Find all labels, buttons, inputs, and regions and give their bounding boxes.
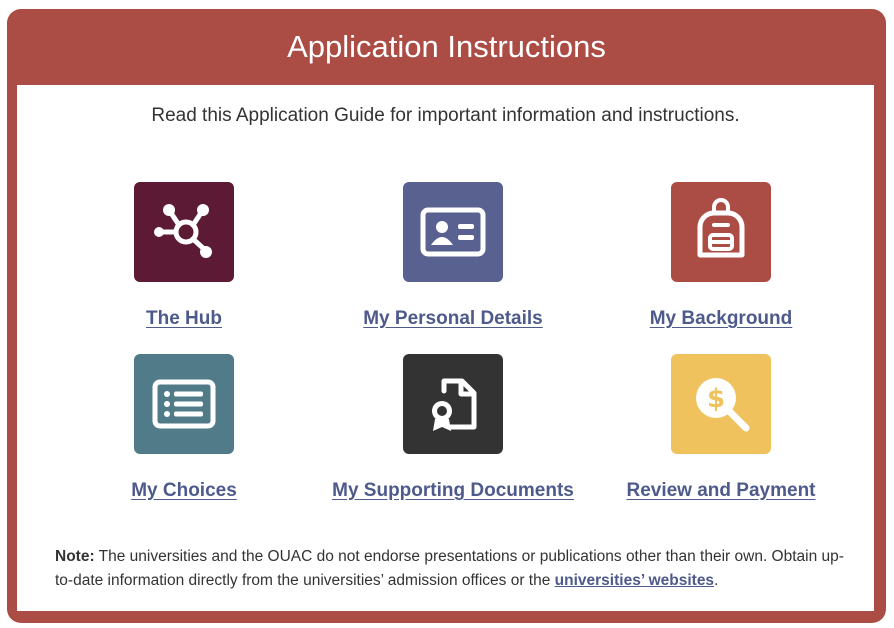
instructions-content bbox=[17, 85, 874, 611]
tile-the-hub bbox=[34, 182, 334, 330]
personal-details-link[interactable]: My Personal Details bbox=[363, 308, 543, 329]
note-text: The universities and the OUAC do not endorse presentations or publications other than their own. Obtain up-to-date information directly from the universities’ admission offices or the bbox=[55, 548, 844, 589]
background-link[interactable]: My Background bbox=[649, 308, 793, 329]
page-title: Application Instructions bbox=[287, 29, 606, 64]
svg-text:$: $ bbox=[706, 384, 726, 414]
tile-personal-details bbox=[303, 182, 603, 330]
hub-icon[interactable] bbox=[134, 182, 234, 282]
tile-supporting-documents bbox=[303, 354, 603, 502]
tile-review-payment bbox=[571, 354, 871, 502]
application-instructions-panel bbox=[7, 9, 886, 623]
tile-background bbox=[571, 182, 871, 330]
certified-document-icon[interactable] bbox=[403, 354, 503, 454]
list-icon[interactable] bbox=[134, 354, 234, 454]
the-hub-link[interactable]: The Hub bbox=[146, 308, 222, 329]
dollar-search-icon[interactable] bbox=[671, 354, 771, 454]
supporting-documents-link[interactable]: My Supporting Documents bbox=[332, 480, 574, 501]
note-end: . bbox=[714, 572, 719, 589]
id-card-icon[interactable] bbox=[403, 182, 503, 282]
choices-link[interactable]: My Choices bbox=[131, 480, 237, 501]
backpack-icon[interactable] bbox=[671, 182, 771, 282]
universities-websites-link[interactable]: universities’ websites bbox=[554, 572, 715, 589]
review-payment-link[interactable]: Review and Payment bbox=[626, 480, 816, 501]
intro-text: Read this Application Guide for important information and instructions. bbox=[151, 105, 740, 126]
tile-choices bbox=[34, 354, 334, 502]
note-label: Note: bbox=[55, 548, 95, 565]
disclaimer-note bbox=[55, 545, 845, 593]
